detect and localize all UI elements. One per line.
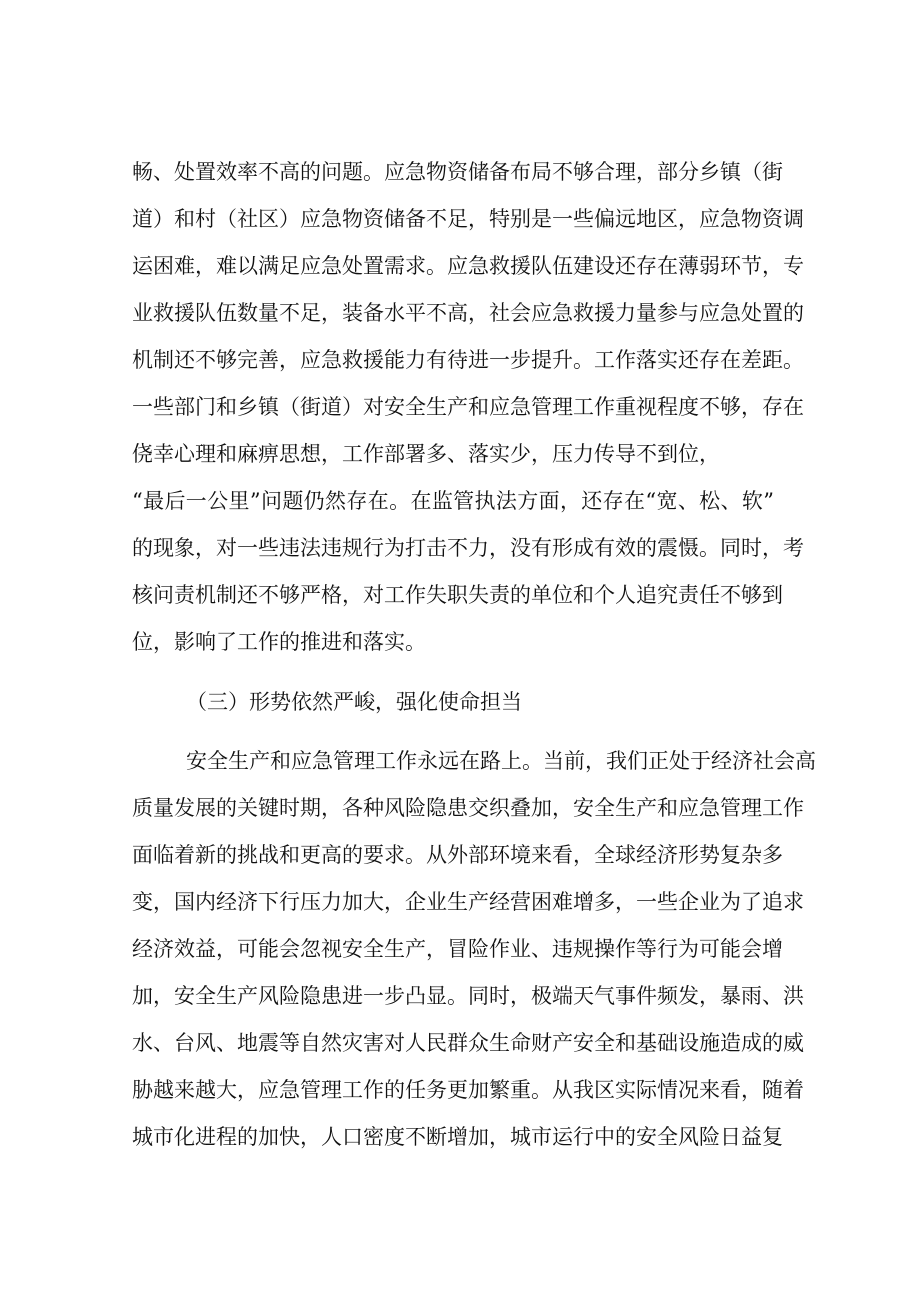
body-text-line: 安全生产和应急管理工作永远在路上。当前，我们正处于经济社会高 xyxy=(186,749,816,773)
section-heading: （三）形势依然严峻，强化使命担当 xyxy=(186,690,522,714)
body-text-line: 运困难，难以满足应急处置需求。应急救援队伍建设还存在薄弱环节，专 xyxy=(132,254,804,278)
body-text-line: 业救援队伍数量不足，装备水平不高，社会应急救援力量参与应急处置的 xyxy=(132,301,804,325)
body-text-line: 位，影响了工作的推进和落实。 xyxy=(132,630,426,654)
body-text-line: 加，安全生产风险隐患进一步凸显。同时，极端天气事件频发，暴雨、洪 xyxy=(132,984,804,1008)
body-text-line: 畅、处置效率不高的问题。应急物资储备布局不够合理，部分乡镇（街 xyxy=(132,160,783,184)
body-text-line: 核问责机制还不够严格，对工作失职失责的单位和个人追究责任不够到 xyxy=(132,583,783,607)
body-text-line: 道）和村（社区）应急物资储备不足，特别是一些偏远地区，应急物资调 xyxy=(132,207,804,231)
body-text-line: 一些部门和乡镇（街道）对安全生产和应急管理工作重视程度不够，存在 xyxy=(132,395,804,419)
body-text-line: 的现象，对一些违法违规行为打击不力，没有形成有效的震慑。同时，考 xyxy=(132,536,804,560)
body-text-line: “最后一公里”问题仍然存在。在监管执法方面，还存在“宽、松、软” xyxy=(132,489,774,513)
body-text-line: 机制还不够完善，应急救援能力有待进一步提升。工作落实还存在差距。 xyxy=(132,348,804,372)
body-text-line: 水、台风、地震等自然灾害对人民群众生命财产安全和基础设施造成的威 xyxy=(132,1031,804,1055)
body-text-line: 经济效益，可能会忽视安全生产，冒险作业、违规操作等行为可能会增 xyxy=(132,937,783,961)
body-text-line: 面临着新的挑战和更高的要求。从外部环境来看，全球经济形势复杂多 xyxy=(132,843,783,867)
body-text-line: 变，国内经济下行压力加大，企业生产经营困难增多，一些企业为了追求 xyxy=(132,890,804,914)
body-text-line: 城市化进程的加快，人口密度不断增加，城市运行中的安全风险日益复 xyxy=(132,1125,783,1149)
body-text-line: 质量发展的关键时期，各种风险隐患交织叠加，安全生产和应急管理工作 xyxy=(132,796,804,820)
body-text-line: 胁越来越大，应急管理工作的任务更加繁重。从我区实际情况来看，随着 xyxy=(132,1078,804,1102)
body-text-line: 侥幸心理和麻痹思想，工作部署多、落实少，压力传导不到位， xyxy=(132,442,720,466)
